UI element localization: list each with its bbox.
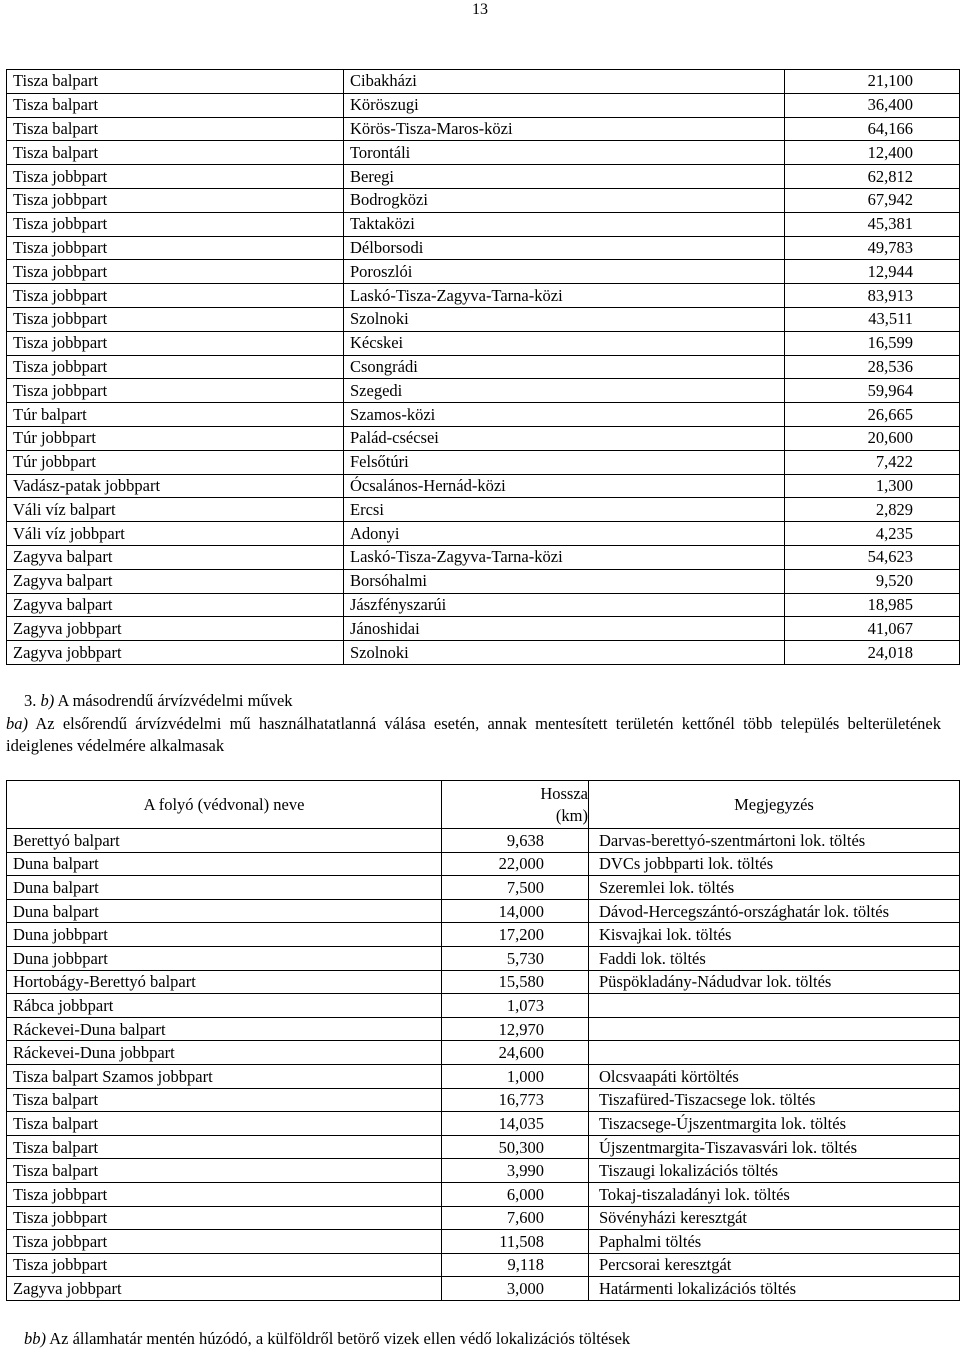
- table-row: [7, 829, 960, 853]
- cell-value: 67,942: [785, 188, 960, 212]
- cell-river-bank: Túr balpart: [7, 403, 344, 427]
- cell-river-bank: Tisza jobbpart: [7, 355, 344, 379]
- header-length-line2: (km): [555, 805, 588, 825]
- cell-section-name: Kécskei: [344, 331, 785, 355]
- cell-river-bank: Váli víz jobbpart: [7, 522, 344, 546]
- cell-river-bank: Túr jobbpart: [7, 426, 344, 450]
- cell-length: 3,000: [442, 1277, 589, 1301]
- table-row: [7, 117, 960, 141]
- cell-length: 7,500: [442, 876, 589, 900]
- table-row: [7, 994, 960, 1018]
- cell-remark: Tiszafüred-Tiszacsege lok. töltés: [589, 1088, 960, 1112]
- cell-river-bank: Zagyva balpart: [7, 545, 344, 569]
- cell-river-bank: Zagyva balpart: [7, 569, 344, 593]
- cell-river-bank: Tisza balpart: [7, 93, 344, 117]
- cell-river-name: Duna balpart: [7, 876, 442, 900]
- table-header-row: [7, 781, 960, 829]
- table-row: [7, 188, 960, 212]
- cell-value: 83,913: [785, 284, 960, 308]
- cell-river-bank: Zagyva balpart: [7, 593, 344, 617]
- table-row: [7, 93, 960, 117]
- cell-river-bank: Tisza jobbpart: [7, 379, 344, 403]
- paragraph-text: Az elsőrendű árvízvédelmi mű használhatatlanná válása esetén, annak mentesített területén kettőnél több település belterületének ideiglenes védelmére alkalmasak: [6, 714, 941, 755]
- cell-remark: Újszentmargita-Tiszavasvári lok. töltés: [589, 1135, 960, 1159]
- cell-remark: Paphalmi töltés: [589, 1230, 960, 1254]
- cell-river-name: Duna balpart: [7, 852, 442, 876]
- cell-remark: Szeremlei lok. töltés: [589, 876, 960, 900]
- table-row: [7, 522, 960, 546]
- cell-river-bank: Zagyva jobbpart: [7, 617, 344, 641]
- section-paragraph: [6, 713, 941, 757]
- cell-value: 16,599: [785, 331, 960, 355]
- cell-river-name: Berettyó balpart: [7, 829, 442, 853]
- cell-river-name: Tisza jobbpart: [7, 1253, 442, 1277]
- cell-river-bank: Tisza jobbpart: [7, 284, 344, 308]
- cell-river-bank: Tisza jobbpart: [7, 307, 344, 331]
- cell-value: 54,623: [785, 545, 960, 569]
- cell-value: 28,536: [785, 355, 960, 379]
- cell-value: 12,400: [785, 141, 960, 165]
- cell-length: 1,073: [442, 994, 589, 1018]
- cell-section-name: Ócsalános-Hernád-közi: [344, 474, 785, 498]
- section-title: A másodrendű árvízvédelmi művek: [57, 691, 293, 710]
- header-length: [442, 781, 589, 829]
- cell-river-bank: Tisza jobbpart: [7, 331, 344, 355]
- cell-section-name: Szamos-közi: [344, 403, 785, 427]
- cell-length: 12,970: [442, 1017, 589, 1041]
- cell-value: 64,166: [785, 117, 960, 141]
- footer-paragraph: [24, 1328, 630, 1350]
- cell-remark: [589, 1041, 960, 1065]
- table-row: [7, 923, 960, 947]
- table-row: [7, 498, 960, 522]
- cell-section-name: Beregi: [344, 165, 785, 189]
- table-row: [7, 165, 960, 189]
- table-row: [7, 474, 960, 498]
- cell-length: 14,000: [442, 899, 589, 923]
- cell-length: 6,000: [442, 1182, 589, 1206]
- footer-text: Az államhatár mentén húzódó, a külföldről betörő vizek ellen védő lokalizációs töltések: [49, 1329, 631, 1348]
- table-row: [7, 450, 960, 474]
- cell-river-bank: Tisza jobbpart: [7, 165, 344, 189]
- cell-remark: [589, 1017, 960, 1041]
- cell-section-name: Adonyi: [344, 522, 785, 546]
- table-row: [7, 1159, 960, 1183]
- table-row: [7, 946, 960, 970]
- cell-section-name: Szolnoki: [344, 307, 785, 331]
- cell-remark: Olcsvaapáti körtöltés: [589, 1064, 960, 1088]
- table-second-order-flood-protection: [6, 780, 960, 1301]
- cell-value: 36,400: [785, 93, 960, 117]
- cell-remark: Darvas-berettyó-szentmártoni lok. töltés: [589, 829, 960, 853]
- cell-river-bank: Zagyva jobbpart: [7, 641, 344, 665]
- cell-remark: Sövényházi keresztgát: [589, 1206, 960, 1230]
- table-row: [7, 426, 960, 450]
- table-row: [7, 1112, 960, 1136]
- table-row: [7, 899, 960, 923]
- table-row: [7, 970, 960, 994]
- cell-length: 9,638: [442, 829, 589, 853]
- section-heading: [24, 690, 293, 712]
- cell-river-bank: Tisza jobbpart: [7, 212, 344, 236]
- table-row: [7, 284, 960, 308]
- cell-value: 45,381: [785, 212, 960, 236]
- table-row: [7, 1253, 960, 1277]
- cell-section-name: Laskó-Tisza-Zagyva-Tarna-közi: [344, 545, 785, 569]
- cell-length: 17,200: [442, 923, 589, 947]
- table-row: [7, 569, 960, 593]
- paragraph-label: ba): [6, 714, 28, 733]
- cell-river-name: Tisza jobbpart: [7, 1206, 442, 1230]
- cell-length: 15,580: [442, 970, 589, 994]
- cell-length: 24,600: [442, 1041, 589, 1065]
- cell-section-name: Palád-csécsei: [344, 426, 785, 450]
- cell-remark: Határmenti lokalizációs töltés: [589, 1277, 960, 1301]
- table-row: [7, 403, 960, 427]
- cell-section-name: Körös-Tisza-Maros-közi: [344, 117, 785, 141]
- cell-section-name: Ercsi: [344, 498, 785, 522]
- table-row: [7, 852, 960, 876]
- cell-river-name: Duna balpart: [7, 899, 442, 923]
- cell-length: 1,000: [442, 1064, 589, 1088]
- cell-length: 9,118: [442, 1253, 589, 1277]
- cell-river-name: Duna jobbpart: [7, 923, 442, 947]
- cell-section-name: Borsóhalmi: [344, 569, 785, 593]
- cell-remark: Percsorai keresztgát: [589, 1253, 960, 1277]
- cell-remark: Püspökladány-Nádudvar lok. töltés: [589, 970, 960, 994]
- cell-length: 5,730: [442, 946, 589, 970]
- cell-section-name: Köröszugi: [344, 93, 785, 117]
- cell-river-bank: Vadász-patak jobbpart: [7, 474, 344, 498]
- table-row: [7, 1088, 960, 1112]
- cell-section-name: Csongrádi: [344, 355, 785, 379]
- cell-value: 41,067: [785, 617, 960, 641]
- cell-river-name: Hortobágy-Berettyó balpart: [7, 970, 442, 994]
- cell-value: 9,520: [785, 569, 960, 593]
- cell-value: 62,812: [785, 165, 960, 189]
- cell-length: 11,508: [442, 1230, 589, 1254]
- table-row: [7, 1064, 960, 1088]
- cell-river-name: Tisza balpart: [7, 1112, 442, 1136]
- cell-river-bank: Tisza balpart: [7, 70, 344, 94]
- cell-river-bank: Tisza balpart: [7, 141, 344, 165]
- section-sub: b): [40, 691, 55, 710]
- cell-section-name: Délborsodi: [344, 236, 785, 260]
- cell-length: 16,773: [442, 1088, 589, 1112]
- cell-remark: Kisvajkai lok. töltés: [589, 923, 960, 947]
- table-row: [7, 70, 960, 94]
- table-row: [7, 593, 960, 617]
- cell-value: 59,964: [785, 379, 960, 403]
- cell-remark: Dávod-Hercegszántó-országhatár lok. töltés: [589, 899, 960, 923]
- cell-value: 12,944: [785, 260, 960, 284]
- table-row: [7, 641, 960, 665]
- table-row: [7, 1135, 960, 1159]
- section-number: 3.: [24, 691, 37, 710]
- cell-river-bank: Tisza jobbpart: [7, 188, 344, 212]
- table-row: [7, 1230, 960, 1254]
- cell-remark: Tiszaugi lokalizációs töltés: [589, 1159, 960, 1183]
- cell-length: 14,035: [442, 1112, 589, 1136]
- cell-section-name: Cibakházi: [344, 70, 785, 94]
- table-row: [7, 236, 960, 260]
- table-body: [7, 70, 960, 665]
- cell-value: 49,783: [785, 236, 960, 260]
- header-river-name: A folyó (védvonal) neve: [7, 781, 442, 829]
- cell-river-name: Ráckevei-Duna balpart: [7, 1017, 442, 1041]
- cell-section-name: Jászfényszarúi: [344, 593, 785, 617]
- cell-value: 18,985: [785, 593, 960, 617]
- table-first-order-flood-protection: [6, 69, 960, 665]
- table-row: [7, 141, 960, 165]
- cell-length: 50,300: [442, 1135, 589, 1159]
- cell-value: 26,665: [785, 403, 960, 427]
- cell-section-name: Bodrogközi: [344, 188, 785, 212]
- cell-value: 7,422: [785, 450, 960, 474]
- cell-river-bank: Tisza balpart: [7, 117, 344, 141]
- cell-value: 4,235: [785, 522, 960, 546]
- cell-remark: Tiszacsege-Újszentmargita lok. töltés: [589, 1112, 960, 1136]
- table-row: [7, 1182, 960, 1206]
- cell-river-bank: Váli víz balpart: [7, 498, 344, 522]
- table-row: [7, 355, 960, 379]
- table-row: [7, 1206, 960, 1230]
- table-row: [7, 617, 960, 641]
- cell-remark: Tokaj-tiszaladányi lok. töltés: [589, 1182, 960, 1206]
- page-number: 13: [472, 1, 488, 18]
- table-row: [7, 379, 960, 403]
- table-body: [7, 829, 960, 1301]
- footer-label: bb): [24, 1329, 46, 1348]
- table-row: [7, 1277, 960, 1301]
- cell-length: 22,000: [442, 852, 589, 876]
- cell-length: 3,990: [442, 1159, 589, 1183]
- cell-section-name: Felsőtúri: [344, 450, 785, 474]
- cell-value: 43,511: [785, 307, 960, 331]
- cell-value: 20,600: [785, 426, 960, 450]
- cell-river-name: Tisza balpart: [7, 1135, 442, 1159]
- cell-remark: Faddi lok. töltés: [589, 946, 960, 970]
- cell-river-name: Ráckevei-Duna jobbpart: [7, 1041, 442, 1065]
- cell-remark: [589, 994, 960, 1018]
- table-row: [7, 1041, 960, 1065]
- table-row: [7, 876, 960, 900]
- cell-river-name: Zagyva jobbpart: [7, 1277, 442, 1301]
- cell-section-name: Jánoshidai: [344, 617, 785, 641]
- cell-river-name: Tisza jobbpart: [7, 1230, 442, 1254]
- cell-river-bank: Túr jobbpart: [7, 450, 344, 474]
- cell-section-name: Laskó-Tisza-Zagyva-Tarna-közi: [344, 284, 785, 308]
- cell-section-name: Szegedi: [344, 379, 785, 403]
- cell-river-name: Tisza balpart: [7, 1088, 442, 1112]
- cell-river-bank: Tisza jobbpart: [7, 236, 344, 260]
- header-remarks: Megjegyzés: [589, 781, 960, 829]
- cell-value: 2,829: [785, 498, 960, 522]
- table-row: [7, 212, 960, 236]
- table-row: [7, 545, 960, 569]
- cell-river-name: Tisza balpart Szamos jobbpart: [7, 1064, 442, 1088]
- table-row: [7, 307, 960, 331]
- cell-river-name: Tisza balpart: [7, 1159, 442, 1183]
- cell-value: 24,018: [785, 641, 960, 665]
- cell-section-name: Poroszlói: [344, 260, 785, 284]
- cell-length: 7,600: [442, 1206, 589, 1230]
- cell-remark: DVCs jobbparti lok. töltés: [589, 852, 960, 876]
- cell-river-name: Rábca jobbpart: [7, 994, 442, 1018]
- cell-section-name: Taktaközi: [344, 212, 785, 236]
- cell-river-bank: Tisza jobbpart: [7, 260, 344, 284]
- cell-river-name: Duna jobbpart: [7, 946, 442, 970]
- cell-section-name: Szolnoki: [344, 641, 785, 665]
- table-row: [7, 1017, 960, 1041]
- table-row: [7, 260, 960, 284]
- cell-value: 21,100: [785, 70, 960, 94]
- cell-river-name: Tisza jobbpart: [7, 1182, 442, 1206]
- cell-section-name: Torontáli: [344, 141, 785, 165]
- table-row: [7, 331, 960, 355]
- header-length-line1: Hossza: [540, 783, 588, 803]
- cell-value: 1,300: [785, 474, 960, 498]
